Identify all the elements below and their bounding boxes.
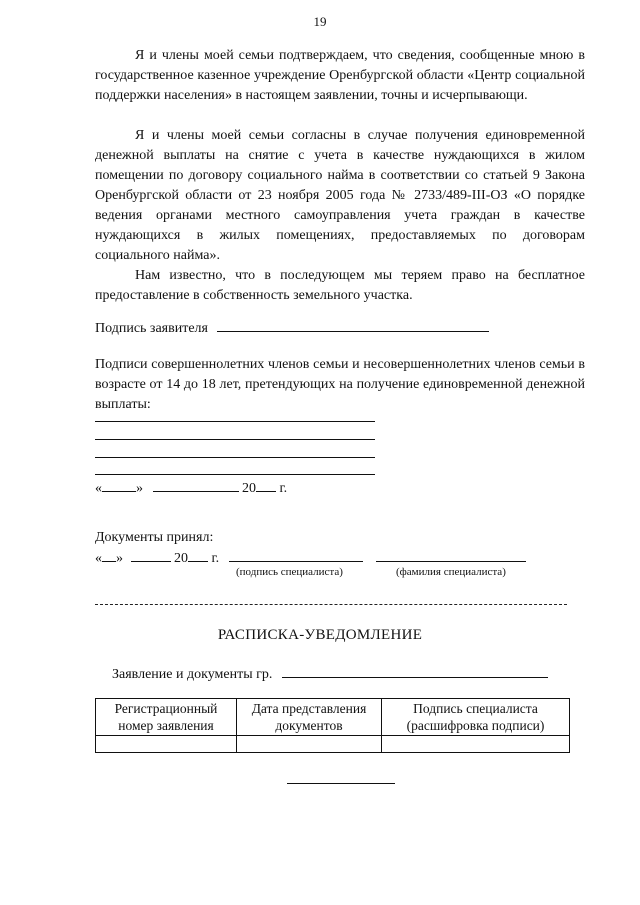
applicant-signature-row [95,318,489,337]
family-signatures-text: Подписи совершеннолетних членов семьи и несовершеннолетних членов семьи в возрасте от 14 до 18 лет, претендующих на получение единовременной денежной выплаты: [95,357,585,412]
land-rights-paragraph: Нам известно, что в последующем мы теряем право на бесплатное предоставление в собственность земельного участка. [95,268,585,303]
date-open-quote: « [95,481,102,496]
family-signature-line[interactable] [95,457,375,458]
receipt-line-label: Заявление и документы гр. [112,667,273,682]
family-signature-line[interactable] [95,474,375,475]
footer-divider [287,783,395,784]
year-suffix: г. [279,481,288,496]
table-cell[interactable] [382,736,570,753]
accepted-day-field[interactable] [102,548,116,562]
family-signature-line[interactable] [95,439,375,440]
table-row [96,736,570,753]
date-close-quote: » [136,481,143,496]
accepted-year-suffix: г. [211,551,220,566]
accepted-month-field[interactable] [131,548,171,562]
day-field[interactable] [102,478,136,492]
table-header-cell: Регистрационный номер заявления [96,699,237,736]
family-date-row [95,478,287,497]
specialist-surname-field[interactable] [376,548,526,562]
applicant-signature-field[interactable] [217,318,489,332]
month-field[interactable] [153,478,239,492]
table-header-cell: Дата представления документов [237,699,382,736]
table-header-cell: Подпись специалиста (расшифровка подписи) [382,699,570,736]
confirmation-paragraph: Я и члены моей семьи подтверждаем, что сведения, сообщенные мною в государственное казенное учреждение Оренбургской области «Центр социальной поддержки населения» в настоящем заявлении, точны и исчерпывающи. [95,48,585,103]
receipt-applicant-row [112,664,548,683]
year-prefix: 20 [242,481,256,496]
cut-line-divider [95,604,567,605]
accepted-year-prefix: 20 [174,551,188,566]
consent-paragraph: Я и члены моей семьи согласны в случае получения единовременной денежной выплаты на снятие с учета в качестве нуждающихся в жилом помещении по договору социального найма в соответствии со статьей 9 Закона Оренбургской области от 23 ноября 2005 года № 2733/489-III-ОЗ «О порядке ведения органами местного самоуправления учета граждан в качестве нуждающихся в жилых помещениях, предоставляемых по договорам социального найма». [95,128,585,263]
specialist-signature-field[interactable] [229,548,363,562]
applicant-signature-label: Подпись заявителя [95,321,208,336]
table-header-row [96,699,570,736]
documents-accepted-label: Документы принял: [95,530,214,545]
year-field[interactable] [256,478,276,492]
family-signature-line[interactable] [95,421,375,422]
accepted-date-row [95,548,526,567]
accepted-open-quote: « [95,551,102,566]
page-number: 19 [313,14,327,29]
receipt-applicant-field[interactable] [282,664,548,678]
table-cell[interactable] [237,736,382,753]
receipt-title: РАСПИСКА-УВЕДОМЛЕНИЕ [217,627,423,643]
registration-table [95,698,570,753]
accepted-year-field[interactable] [188,548,208,562]
specialist-signature-caption: (подпись специалиста) [236,566,343,578]
accepted-close-quote: » [116,551,123,566]
table-cell[interactable] [96,736,237,753]
specialist-surname-caption: (фамилия специалиста) [396,566,506,578]
